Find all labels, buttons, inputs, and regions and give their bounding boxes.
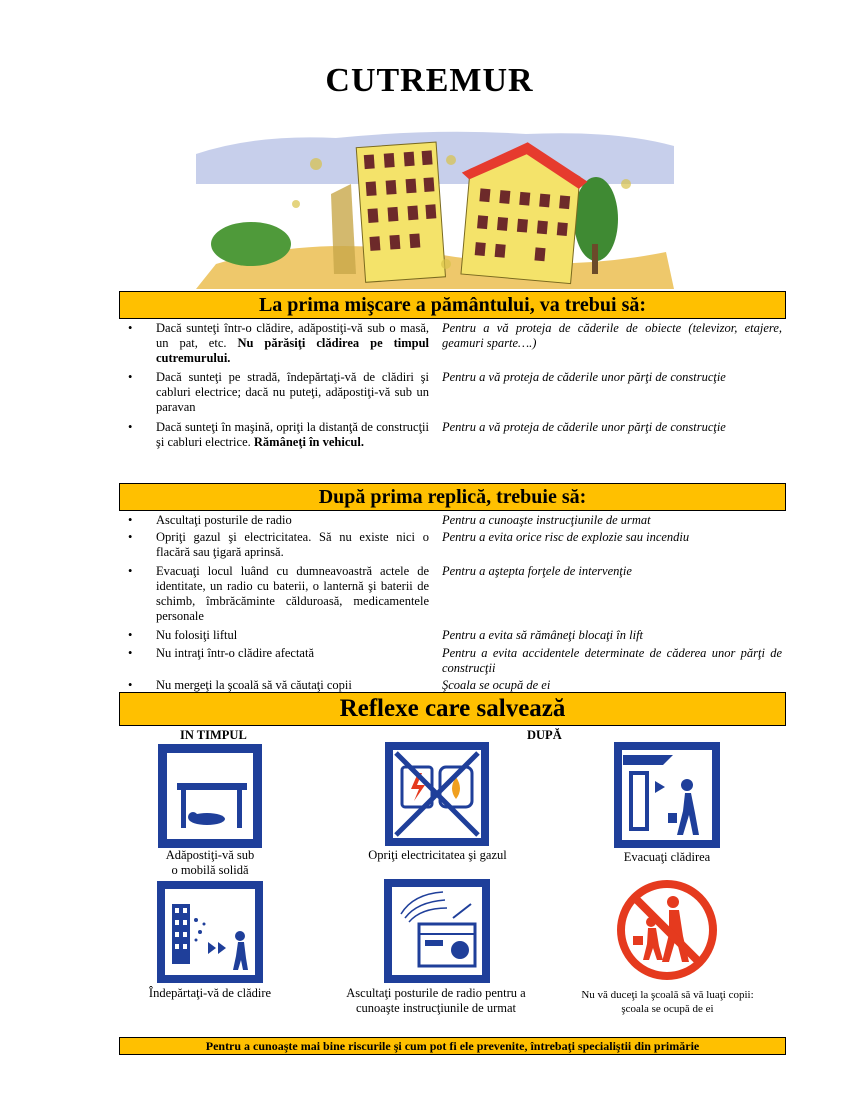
instruction-text: Nu mergeţi la şcoală să vă căutaţi copii [156,678,352,692]
section-heading-first-shake: La prima mişcare a pământului, va trebui să: [119,291,786,319]
radio-icon [383,878,491,984]
no-school-pickup-icon [613,876,721,984]
instruction-text: Nu intraţi într-o clădire afectată [156,646,315,660]
caption-power-gas: Opriţi electricitatea şi gazul [368,848,507,862]
instruction-text: Dacă sunteţi în maşină, opriţi la distanţă de construcţii şi cabluri electrice. Rămâneţi în vehicul. [156,420,429,449]
after-label: DUPĂ [527,728,562,742]
reason-text: Pentru a evita orice risc de explozie sau incendiu [442,530,690,544]
instruction-text: Dacă sunteţi pe stradă, îndepărtaţi-vă de clădiri şi cabluri electrice; dacă nu puteţi, adăpostiţi-vă sub un paravan [156,370,429,414]
reason-text: Pentru a vă proteja de căderile unor părţi de construcţie [442,370,726,384]
instruction-text: Evacuaţi locul luând cu dumneavoastră actele de identitate, un radio cu baterii, o lanternă şi baterii de schimb, îmbrăcăminte călduroasă, medicamentele personale [156,564,429,623]
shelter-under-furniture-icon [157,743,263,849]
reason-text: Pentru a evita să rămâneţi blocaţi în lift [442,628,644,642]
bullet-icon: • [128,321,133,335]
bullet-icon: • [128,513,133,527]
caption-shelter: Adăpostiţi-vă sub o mobilă solidă [165,848,255,877]
page-title: CUTREMUR [325,62,534,99]
instruction-text: Dacă sunteţi într-o clădire, adăpostiţi-vă sub o masă, un pat, etc. Nu părăsiţi clădirea pe timpul cutremurului. [156,321,430,365]
bullet-icon: • [128,420,133,434]
section-heading-after-replica: După prima replică, trebuie să: [119,483,786,511]
bullet-icon: • [128,530,133,544]
caption-evacuate: Evacuaţi clădirea [623,850,711,864]
bullet-icon: • [128,370,133,384]
footer-note: Pentru a cunoaşte mai bine riscurile şi cum pot fi ele prevenite, întrebaţi specialiştii din primărie [119,1037,786,1055]
move-away-from-building-icon [156,880,264,984]
list-item [120,420,788,468]
evacuate-building-icon [613,741,721,849]
reason-text: Şcoala se ocupă de ei [442,678,551,692]
reason-text: Pentru a vă proteja de căderile de obiecte (televizor, etajere, geamuri sparte….) [442,321,782,350]
reason-text: Pentru a vă proteja de căderile unor părţi de construcţie [442,420,726,434]
bullet-icon: • [128,646,133,660]
bullet-icon: • [128,564,133,578]
instruction-text: Opriţi gazul şi electricitatea. Să nu existe nici o flacără sau ţigară aprinsă. [156,530,429,559]
power-gas-off-icon [384,741,490,847]
reason-text: Pentru a evita accidentele determinate de căderea unor părţi de construcţii [442,646,782,675]
bullet-icon: • [128,678,133,692]
caption-distance: Îndepărtaţi-vă de clădire [148,986,272,1000]
instruction-text: Ascultaţi posturile de radio [156,513,292,527]
list-item [120,370,788,418]
reason-text: Pentru a aştepta forţele de intervenţie [442,564,632,578]
caption-school: Nu vă duceţi la şcoală să vă luaţi copii: şcoala se ocupă de ei [581,989,754,1015]
list-item [120,321,788,371]
earthquake-buildings-illustration [196,124,674,289]
caption-radio: Ascultaţi posturile de radio pentru a cunoaşte instrucţiunile de urmat [346,986,526,1015]
instruction-text: Nu folosiţi liftul [156,628,238,642]
during-label: IN TIMPUL [180,728,247,742]
reason-text: Pentru a cunoaşte instrucţiunile de urmat [442,513,651,527]
section-heading-reflexes: Reflexe care salvează [119,692,786,726]
bullet-icon: • [128,628,133,642]
